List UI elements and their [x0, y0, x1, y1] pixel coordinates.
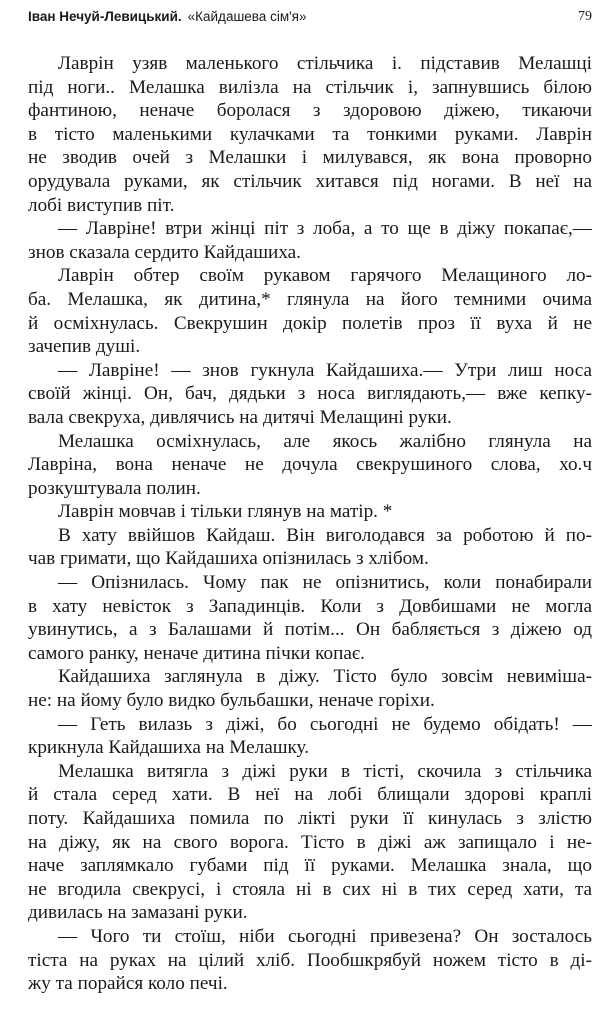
text-line: Лаврін мовчав і тільки глянув на матір. *	[58, 501, 393, 523]
text-line: не вгодила свекрусі, і стояла ні в сих ні в тих серед хати, та	[28, 878, 592, 900]
text-line: Мелашка витягла з діжі руки в тісті, скочила з стільчика	[58, 760, 592, 782]
paragraph	[28, 760, 592, 925]
paragraph	[28, 217, 592, 264]
text-line: Лавріна, вона неначе не дочула свекрушиного слова, хо.ч	[28, 454, 592, 476]
text-line: дивилась на замазані руки.	[28, 902, 248, 924]
paragraph	[28, 52, 592, 217]
text-line: фантиною, неначе боролася з здоровою діжею, тикаючи	[28, 100, 592, 122]
paragraph	[28, 571, 592, 665]
paragraph	[28, 359, 592, 430]
text-line: не: на йому було видко бульбашки, неначе горіхи.	[28, 690, 435, 712]
paragraph	[28, 665, 592, 712]
text-line: й стала серед хати. В неї на лобі блищали здорові краплі	[28, 784, 592, 806]
text-line: — Лавріне! — знов гукнула Кайдашиха.— Утри лиш носа	[58, 359, 592, 381]
paragraph	[28, 524, 592, 571]
page-number: 79	[578, 9, 592, 24]
text-line: вала свекруха, дивлячись на дитячі Мелащині руки.	[28, 406, 452, 428]
text-line: — Лавріне! втри жінці піт з лоба, а то ще в діжу покапає,—	[58, 218, 592, 240]
text-line: поту. Кайдашиха помила по лікті руки її кинулась з злістю	[28, 808, 592, 829]
text-line: чав гримати, що Кайдашиха опізнилась з хлібом.	[28, 548, 429, 570]
text-line: наче заплямкало губами під її руками. Мелашка знала, що	[28, 855, 592, 877]
text-line: — Опізнилась. Чому пак не опізнитись, коли понабирали	[58, 572, 592, 594]
text-line: тіста на руках на цілий хліб. Пообшкрябуй ножем тісто в ді-	[28, 949, 592, 971]
paragraph	[28, 264, 592, 358]
text-line: зачепив душі.	[28, 336, 141, 358]
book-title: «Кайдашева сім'я»	[187, 9, 307, 24]
text-line: жу та порайся коло печі.	[28, 973, 228, 995]
text-line: знов сказала сердито Кайдашиха.	[28, 241, 301, 263]
paragraph	[28, 430, 592, 501]
text-line: крикнула Кайдашиха на Мелашку.	[28, 737, 310, 759]
text-line: лобі виступив піт.	[28, 194, 175, 216]
text-line: Мелашка осміхнулась, але якось жалібно глянула на	[58, 430, 592, 452]
text-line: Лаврін обтер своїм рукавом гарячого Мелащиного ло-	[58, 265, 592, 287]
author-name: Іван Нечуй-Левицький.	[28, 9, 182, 24]
text-line: ба. Мелашка, як дитина,* глянула на його темними очима	[28, 288, 592, 310]
page-body-text	[28, 52, 592, 996]
text-line: Лаврін узяв маленького стільчика і. підставив Мелашці	[58, 53, 592, 74]
text-line: в тісто маленькими кулачками та тонкими руками. Лаврін	[28, 123, 592, 145]
running-header	[28, 9, 592, 29]
text-line: під ноги.. Мелашка вилізла на стільчик і, запнувшись білою	[28, 76, 592, 98]
paragraph	[28, 500, 592, 524]
text-line: не зводив очей з Мелашки і милувався, як вона проворно	[28, 147, 592, 169]
text-line: своїй жінці. Он, бач, дядьки з носа виглядають,— вже кепку-	[28, 383, 592, 405]
paragraph	[28, 713, 592, 760]
text-line: й осміхнулась. Свекрушин докір полетів проз її вуха й не	[28, 312, 592, 334]
text-line: В хату ввійшов Кайдаш. Він виголодався за роботою й по-	[58, 524, 592, 546]
text-line: самого ранку, неначе дитина пічки копає.	[28, 642, 365, 664]
paragraph	[28, 925, 592, 996]
text-line: увинутись, а з Балашами й потім... Он бабляється з діжею од	[28, 619, 592, 641]
text-line: — Чого ти стоїш, ніби сьогодні привезена? Он зосталось	[58, 925, 592, 947]
text-line: Кайдашиха заглянула в діжу. Тісто було зовсім невиміша-	[58, 666, 592, 688]
text-line: на діжу, як на свого ворога. Тісто в діжі аж запищало і не-	[28, 831, 592, 853]
text-line: в хату невісток з Западинців. Коли з Довбишами не могла	[28, 595, 592, 617]
text-line: розкуштувала полин.	[28, 477, 201, 499]
text-line: — Геть вилазь з діжі, бо сьогодні не будемо обідать! —	[58, 713, 592, 735]
text-line: орудувала руками, як стільчик хитався під ногами. В неї на	[28, 170, 592, 192]
